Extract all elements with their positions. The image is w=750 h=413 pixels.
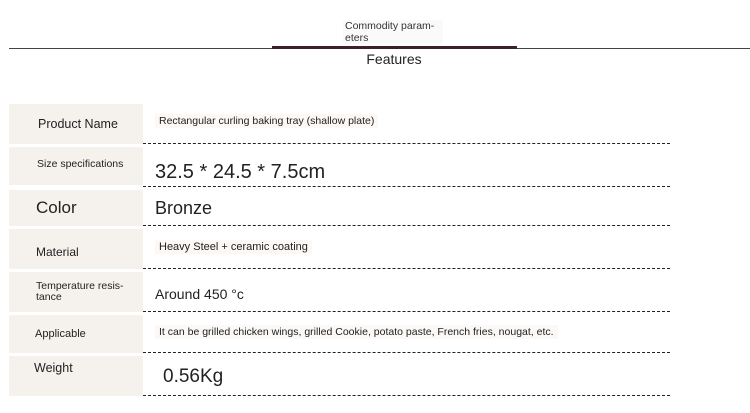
row-value: Around 450 °c	[155, 286, 244, 302]
row-value: Bronze	[155, 197, 213, 218]
row-divider	[143, 186, 670, 187]
row-label: Color	[36, 198, 77, 217]
row-value: Rectangular curling baking tray (shallow plate)	[155, 114, 378, 128]
row-label-cell	[9, 190, 143, 226]
table-row	[9, 190, 670, 226]
row-value-cell	[147, 272, 670, 312]
row-divider	[143, 143, 670, 144]
table-row	[9, 104, 670, 144]
row-value-cell	[147, 229, 670, 269]
table-row	[9, 229, 670, 269]
table-row	[9, 147, 670, 187]
row-label: Product Name	[38, 117, 118, 131]
row-value-cell	[147, 190, 670, 226]
row-value: 32.5 * 24.5 * 7.5cm	[155, 160, 326, 183]
section-subtitle: Features	[366, 51, 422, 67]
page-header	[0, 0, 750, 80]
row-divider	[143, 268, 670, 269]
row-label-cell	[9, 272, 143, 312]
row-value-cell	[147, 104, 670, 144]
row-label-cell	[9, 229, 143, 269]
row-label: Applicable	[35, 328, 86, 340]
row-value-cell	[147, 147, 670, 187]
table-row	[9, 356, 670, 396]
row-label-cell	[9, 315, 143, 353]
row-divider	[143, 311, 670, 312]
row-value: Heavy Steel + ceramic coating	[155, 240, 312, 254]
row-label: Size specifications	[37, 158, 124, 170]
row-label: Material	[36, 245, 79, 259]
row-label-cell	[9, 356, 143, 396]
section-title: Commodity param- eters	[343, 20, 443, 44]
row-value: 0.56Kg	[163, 366, 224, 387]
header-accent-bar	[272, 46, 517, 49]
row-divider	[143, 395, 670, 396]
row-value: It can be grilled chicken wings, grilled Cookie, potato paste, French fries, nougat, etc.	[155, 325, 558, 339]
row-label-cell	[9, 147, 143, 185]
table-row	[9, 272, 670, 312]
row-label: Temperature resis- tance	[36, 280, 124, 303]
table-row	[9, 315, 670, 353]
row-divider	[143, 225, 670, 226]
row-value-cell	[147, 356, 670, 396]
row-label: Weight	[34, 361, 73, 375]
row-value-cell	[147, 315, 670, 353]
row-label-cell	[9, 104, 143, 144]
row-divider	[143, 352, 670, 353]
